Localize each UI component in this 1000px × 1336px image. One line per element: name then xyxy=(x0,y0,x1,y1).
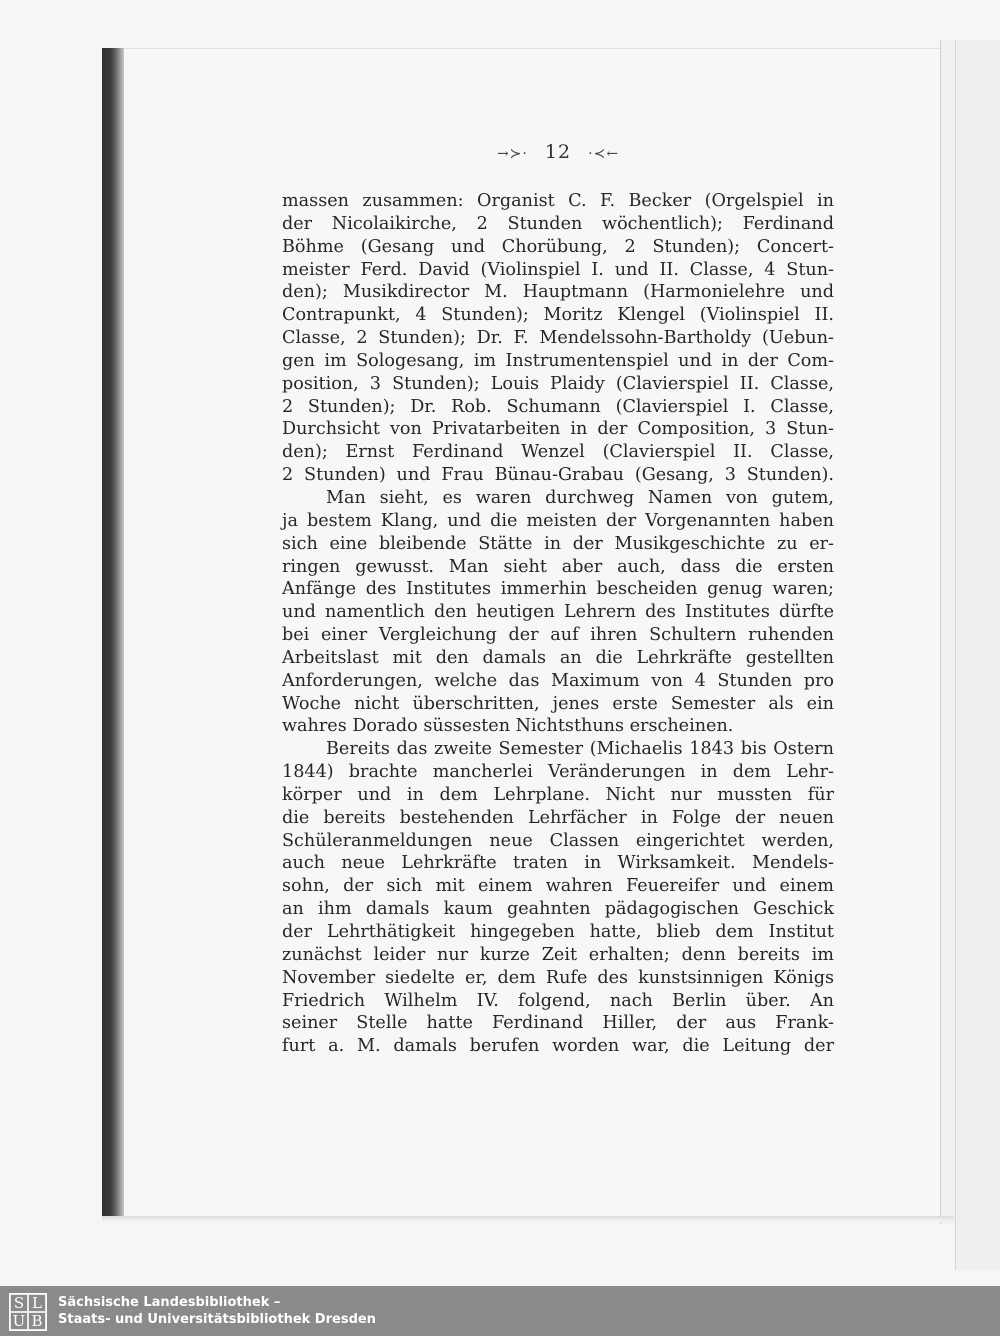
text-line: sich eine bleibende Stätte in der Musikgeschichte zu er- xyxy=(282,533,834,554)
library-name-line-2: Staats- und Universitätsbibliothek Dresden xyxy=(58,1312,376,1327)
text-line: Anforderungen, welche das Maximum von 4 Stunden pro xyxy=(282,670,834,691)
text-line: position, 3 Stunden); Louis Plaidy (Clavierspiel II. Classe, xyxy=(282,373,834,394)
library-name xyxy=(58,1294,376,1328)
text-line: meister Ferd. David (Violinspiel I. und II. Classe, 4 Stun- xyxy=(282,259,834,280)
text-line: körper und in dem Lehrplane. Nicht nur mussten für xyxy=(282,784,834,805)
text-line: Woche nicht überschritten, jenes erste Semester als ein xyxy=(282,693,834,714)
text-line: den); Musikdirector M. Hauptmann (Harmonielehre und xyxy=(282,282,834,303)
text-line: der Lehrthätigkeit hingegeben hatte, blieb dem Institut xyxy=(282,922,834,942)
text-line: der Nicolaikirche, 2 Stunden wöchentlich); Ferdinand xyxy=(282,213,834,234)
text-line: Durchsicht von Privatarbeiten in der Composition, 3 Stun- xyxy=(282,419,834,440)
text-line: Classe, 2 Stunden); Dr. F. Mendelssohn-Bartholdy (Uebun- xyxy=(282,328,834,349)
page-fold-edge xyxy=(940,40,955,1224)
text-line: bei einer Vergleichung der auf ihren Schultern ruhenden xyxy=(282,625,834,646)
text-line: auch neue Lehrkräfte traten in Wirksamkeit. Mendels- xyxy=(282,853,834,874)
library-name-line-1: Sächsische Landesbibliothek – xyxy=(58,1295,281,1310)
next-page-edge xyxy=(955,40,1000,1270)
text-line: Bereits das zweite Semester (Michaelis 1843 bis Ostern xyxy=(326,739,834,760)
text-line: die bereits bestehenden Lehrfächer in Folge der neuen xyxy=(282,807,834,828)
text-line: 1844) brachte mancherlei Veränderungen in dem Lehr- xyxy=(282,762,834,783)
ornament-right: ·≺← xyxy=(588,146,620,162)
text-line: furt a. M. damals berufen worden war, die Leitung der xyxy=(282,1036,834,1057)
page-header xyxy=(282,141,834,163)
text-line: 2 Stunden); Dr. Rob. Schumann (Clavierspiel I. Classe, xyxy=(282,396,834,417)
text-line: sohn, der sich mit einem wahren Feuereifer und einem xyxy=(282,876,834,897)
library-footer-bar xyxy=(0,1286,1000,1336)
book-binding-edge xyxy=(102,48,124,1216)
text-line: Böhme (Gesang und Chorübung, 2 Stunden); Concert- xyxy=(282,236,834,257)
text-line: massen zusammen: Organist C. F. Becker (Orgelspiel in xyxy=(282,191,834,211)
slub-logo xyxy=(9,1293,47,1331)
text-line: und namentlich den heutigen Lehrern des Institutes dürfte xyxy=(282,602,834,623)
text-line: wahres Dorado süssesten Nichtsthuns erscheinen. xyxy=(282,716,734,737)
text-line: Man sieht, es waren durchweg Namen von gutem, xyxy=(326,487,834,508)
text-line: ja bestem Klang, und die meisten der Vorgenannten haben xyxy=(282,510,834,531)
text-line: 2 Stunden) und Frau Bünau-Grabau (Gesang, 3 Stunden). xyxy=(282,465,834,486)
text-line: an ihm damals kaum geahnten pädagogischen Geschick xyxy=(282,899,834,920)
ornament-left: →≻· xyxy=(496,146,528,162)
text-line: Contrapunkt, 4 Stunden); Moritz Klengel (Violinspiel II. xyxy=(282,305,834,326)
logo-letter: U xyxy=(10,1312,28,1330)
text-line: Friedrich Wilhelm IV. folgend, nach Berlin über. An xyxy=(282,990,834,1011)
text-line: zunächst leider nur kurze Zeit erhalten; denn bereits im xyxy=(282,944,834,965)
page-bottom-shadow xyxy=(102,1216,954,1222)
text-line: ringen gewusst. Man sieht aber auch, dass die ersten xyxy=(282,556,834,577)
logo-letter: B xyxy=(28,1312,46,1330)
text-line: gen im Sologesang, im Instrumentenspiel und in der Com- xyxy=(282,350,834,371)
text-line: den); Ernst Ferdinand Wenzel (Clavierspiel II. Classe, xyxy=(282,442,834,463)
page-number: 12 xyxy=(544,141,572,163)
text-line: seiner Stelle hatte Ferdinand Hiller, der aus Frank- xyxy=(282,1013,834,1034)
text-line: Schüleranmeldungen neue Classen eingerichtet werden, xyxy=(282,830,834,851)
logo-letter: S xyxy=(10,1294,28,1312)
page-body-text xyxy=(282,190,834,1058)
logo-letter: L xyxy=(28,1294,46,1312)
text-line: Anfänge des Institutes immerhin bescheiden genug waren; xyxy=(282,579,834,600)
text-line: Arbeitslast mit den damals an die Lehrkräfte gestellten xyxy=(282,647,834,668)
text-line: November siedelte er, dem Rufe des kunstsinnigen Königs xyxy=(282,967,834,988)
